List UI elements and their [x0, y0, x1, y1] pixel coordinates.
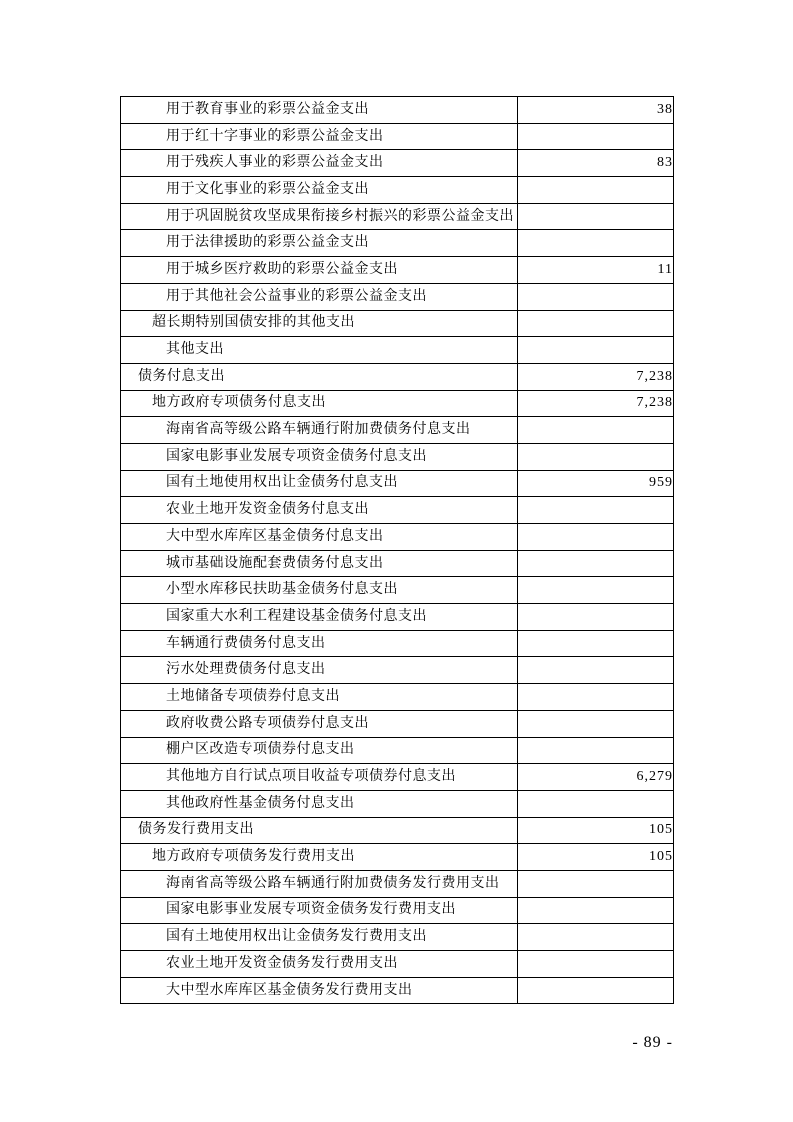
table-row [121, 951, 674, 978]
table-row [121, 924, 674, 951]
table-row [121, 390, 674, 417]
row-item-label: 国家电影事业发展专项资金债务发行费用支出 [121, 897, 518, 924]
row-amount: 7,238 [518, 363, 674, 390]
row-amount [518, 497, 674, 524]
row-amount [518, 123, 674, 150]
row-amount: 7,238 [518, 390, 674, 417]
table-row [121, 844, 674, 871]
row-item-label: 污水处理费债务付息支出 [121, 657, 518, 684]
table-row [121, 630, 674, 657]
table-row [121, 363, 674, 390]
row-item-label: 用于红十字事业的彩票公益金支出 [121, 123, 518, 150]
table-row [121, 790, 674, 817]
row-amount [518, 684, 674, 711]
row-item-label: 国有土地使用权出让金债务发行费用支出 [121, 924, 518, 951]
row-amount: 11 [518, 257, 674, 284]
row-amount [518, 737, 674, 764]
row-amount: 105 [518, 817, 674, 844]
budget-table-body [121, 97, 674, 1004]
row-amount [518, 203, 674, 230]
row-item-label: 用于残疾人事业的彩票公益金支出 [121, 150, 518, 177]
table-row [121, 123, 674, 150]
budget-table [120, 96, 674, 1004]
row-amount [518, 443, 674, 470]
table-row [121, 577, 674, 604]
table-row [121, 550, 674, 577]
table-row [121, 417, 674, 444]
table-row [121, 764, 674, 791]
row-item-label: 农业土地开发资金债务付息支出 [121, 497, 518, 524]
row-item-label: 农业土地开发资金债务发行费用支出 [121, 951, 518, 978]
row-item-label: 城市基础设施配套费债务付息支出 [121, 550, 518, 577]
row-item-label: 棚户区改造专项债券付息支出 [121, 737, 518, 764]
row-amount [518, 283, 674, 310]
row-item-label: 其他政府性基金债务付息支出 [121, 790, 518, 817]
table-row [121, 897, 674, 924]
row-item-label: 用于法律援助的彩票公益金支出 [121, 230, 518, 257]
row-amount [518, 870, 674, 897]
table-row [121, 524, 674, 551]
row-item-label: 国家电影事业发展专项资金债务付息支出 [121, 443, 518, 470]
row-item-label: 用于教育事业的彩票公益金支出 [121, 97, 518, 124]
row-item-label: 国家重大水利工程建设基金债务付息支出 [121, 604, 518, 631]
row-item-label: 大中型水库库区基金债务发行费用支出 [121, 977, 518, 1004]
table-row [121, 604, 674, 631]
row-item-label: 小型水库移民扶助基金债务付息支出 [121, 577, 518, 604]
row-amount: 959 [518, 470, 674, 497]
table-row [121, 657, 674, 684]
row-amount [518, 337, 674, 364]
row-item-label: 用于文化事业的彩票公益金支出 [121, 177, 518, 204]
row-item-label: 地方政府专项债务发行费用支出 [121, 844, 518, 871]
table-row [121, 203, 674, 230]
row-amount [518, 177, 674, 204]
row-amount [518, 657, 674, 684]
row-amount [518, 951, 674, 978]
row-item-label: 车辆通行费债务付息支出 [121, 630, 518, 657]
row-amount [518, 310, 674, 337]
row-amount: 83 [518, 150, 674, 177]
table-row [121, 177, 674, 204]
table-row [121, 470, 674, 497]
table-row [121, 977, 674, 1004]
row-item-label: 大中型水库库区基金债务付息支出 [121, 524, 518, 551]
table-row [121, 737, 674, 764]
row-amount: 38 [518, 97, 674, 124]
table-row [121, 97, 674, 124]
row-amount [518, 604, 674, 631]
row-item-label: 债务付息支出 [121, 363, 518, 390]
row-amount [518, 897, 674, 924]
row-amount [518, 790, 674, 817]
table-row [121, 870, 674, 897]
row-item-label: 政府收费公路专项债券付息支出 [121, 710, 518, 737]
row-amount [518, 710, 674, 737]
row-amount [518, 924, 674, 951]
row-amount [518, 630, 674, 657]
row-item-label: 用于其他社会公益事业的彩票公益金支出 [121, 283, 518, 310]
row-amount: 6,279 [518, 764, 674, 791]
table-row [121, 337, 674, 364]
row-item-label: 其他地方自行试点项目收益专项债券付息支出 [121, 764, 518, 791]
table-row [121, 497, 674, 524]
row-item-label: 海南省高等级公路车辆通行附加费债务付息支出 [121, 417, 518, 444]
row-amount [518, 417, 674, 444]
table-row [121, 310, 674, 337]
row-item-label: 土地储备专项债券付息支出 [121, 684, 518, 711]
row-item-label: 用于巩固脱贫攻坚成果衔接乡村振兴的彩票公益金支出 [121, 203, 518, 230]
table-row [121, 710, 674, 737]
table-row [121, 150, 674, 177]
row-item-label: 国有土地使用权出让金债务付息支出 [121, 470, 518, 497]
page-number: - 89 - [632, 1034, 673, 1051]
row-item-label: 债务发行费用支出 [121, 817, 518, 844]
table-row [121, 817, 674, 844]
row-amount [518, 230, 674, 257]
table-row [121, 230, 674, 257]
row-amount [518, 524, 674, 551]
row-amount [518, 977, 674, 1004]
table-row [121, 257, 674, 284]
table-row [121, 684, 674, 711]
table-row [121, 443, 674, 470]
row-amount: 105 [518, 844, 674, 871]
row-amount [518, 550, 674, 577]
row-item-label: 其他支出 [121, 337, 518, 364]
row-item-label: 用于城乡医疗救助的彩票公益金支出 [121, 257, 518, 284]
row-amount [518, 577, 674, 604]
row-item-label: 超长期特别国债安排的其他支出 [121, 310, 518, 337]
table-row [121, 283, 674, 310]
row-item-label: 海南省高等级公路车辆通行附加费债务发行费用支出 [121, 870, 518, 897]
row-item-label: 地方政府专项债务付息支出 [121, 390, 518, 417]
